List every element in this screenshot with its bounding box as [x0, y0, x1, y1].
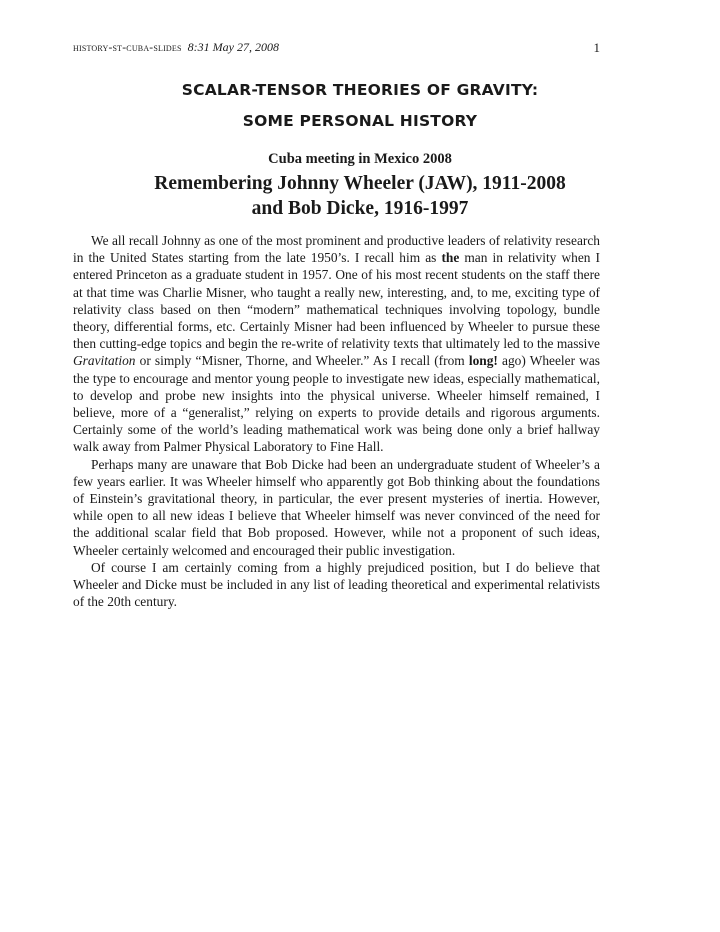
- emphasis-the: the: [441, 250, 460, 266]
- running-head-left: [73, 40, 279, 55]
- book-title-gravitation: Gravitation: [73, 353, 136, 369]
- emphasis-long: long!: [468, 353, 498, 369]
- paragraph-1-part-c: man in relativity when I entered Princeton as a graduate student in 1957. One of his most recent students on the staff there at that time was Charlie Misner, who taught a really new, interesting, and, to me, exciting type of relativity class based on then “modern” mathematical techniques involving topology, bundle theory, differential forms, etc. Certainly Misner had been influenced by Wheeler to pursue these then cutting-edge topics and begin the re-write of relativity texts that ultimately led to the massive: [73, 250, 600, 352]
- body-text: [73, 232, 600, 610]
- meeting-subtitle: Cuba meeting in Mexico 2008: [268, 151, 452, 167]
- paragraph-1: [73, 232, 600, 456]
- paragraph-2: Perhaps many are unaware that Bob Dicke had been an undergraduate student of Wheeler’s a few years earlier. It was Wheeler himself who apparently got Bob thinking about the foundations of Einstein’s gravitational theory, in particular, the ever present mysteries of inertia. However, while open to all new ideas I believe that Wheeler himself was never convinced of the need for the additional scalar field that Bob proposed. However, while not a proponent of such ideas, Wheeler certainly welcomed and encouraged their public investigation.: [73, 456, 600, 558]
- page-number: 1: [593, 40, 600, 55]
- title-line-2: SOME PERSONAL HISTORY: [242, 112, 478, 130]
- paragraph-1-part-e: or simply “Misner, Thorne, and Wheeler.” As I recall (from: [135, 353, 469, 369]
- running-head: [73, 40, 600, 56]
- memorial-line-1: Remembering Johnny Wheeler (JAW), 1911-2008: [154, 173, 566, 194]
- title-line-1: SCALAR-TENSOR THEORIES OF GRAVITY:: [181, 81, 539, 99]
- paragraph-1-part-a: We all recall Johnny as one of the most prominent and productive leaders of relativity research in the United States starting from the late 1950’s. I recall him as: [73, 233, 600, 266]
- memorial-line-2: and Bob Dicke, 1916-1997: [251, 198, 469, 219]
- running-head-date: 8:31 May 27, 2008: [187, 40, 279, 54]
- paragraph-3: Of course I am certainly coming from a highly prejudiced position, but I do believe that Wheeler and Dicke must be included in any list of leading theoretical and experimental relativists of the 20th century.: [73, 559, 600, 610]
- running-head-series: history-st-cuba-slides: [73, 42, 182, 54]
- paragraph-1-part-g: ago) Wheeler was the type to encourage and mentor young people to investigate new ideas, especially mathematical, to develop and probe new insights into the physical universe. Wheeler himself remained, I believe, more of a “generalist,” relying on experts to provide details and rigorous arguments. Certainly some of the world’s leading mathematical work was being done only a brief hallway walk away from Palmer Physical Laboratory to Fine Hall.: [73, 353, 600, 455]
